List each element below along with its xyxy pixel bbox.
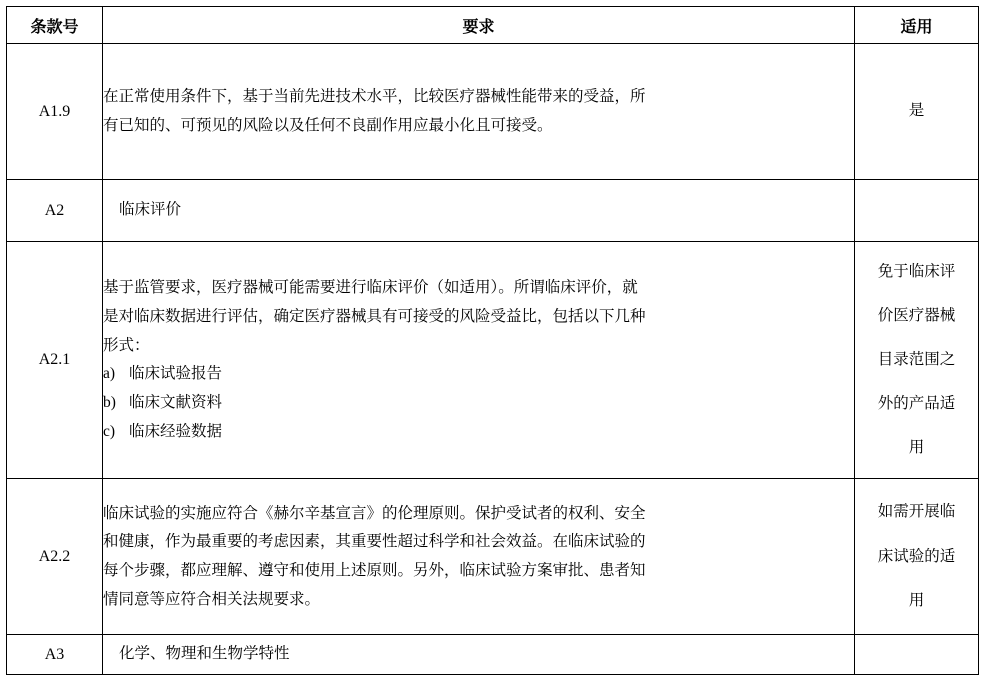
list-text: 临床文献资料: [129, 393, 223, 411]
applicability-value: [855, 635, 979, 675]
list-marker: b): [103, 393, 116, 411]
applicability-line: 目录范围之: [877, 350, 956, 368]
requirement-text: [103, 635, 855, 675]
applicability-value: [855, 479, 979, 635]
requirement-line: 每个步骤，都应理解、遵守和使用上述原则。另外，临床试验方案审批、患者知: [103, 561, 646, 579]
clause-number: A2.1: [7, 242, 103, 479]
table-row: [7, 180, 979, 242]
applicability-line: 价医疗器械: [877, 306, 956, 324]
requirement-line: 在正常使用条件下，基于当前先进技术水平，比较医疗器械性能带来的受益，所: [103, 87, 646, 105]
requirement-line: 临床试验的实施应符合《赫尔辛基宣言》的伦理原则。保护受试者的权利、安全: [103, 504, 646, 522]
requirement-line: 形式：: [103, 336, 150, 354]
requirement-line: 基于监管要求，医疗器械可能需要进行临床评价（如适用）。所谓临床评价，就: [103, 279, 638, 297]
list-text: 临床经验数据: [129, 422, 223, 440]
table-row: [7, 635, 979, 675]
requirement-line: 临床评价: [119, 201, 182, 219]
clause-number: A2.2: [7, 479, 103, 635]
table-row: [7, 242, 979, 479]
column-header-applicability: 适用: [855, 7, 979, 44]
clause-number: A3: [7, 635, 103, 675]
requirement-line: 是对临床数据进行评估，确定医疗器械具有可接受的风险受益比，包括以下几种: [103, 307, 646, 325]
list-marker: c): [103, 422, 116, 440]
applicability-line: 免于临床评: [877, 262, 956, 280]
table-row: [7, 479, 979, 635]
clause-number: A1.9: [7, 44, 103, 180]
column-header-requirement: 要求: [103, 7, 855, 44]
requirement-line: 情同意等应符合相关法规要求。: [103, 590, 321, 608]
table-body: [7, 44, 979, 675]
clause-number: A2: [7, 180, 103, 242]
applicability-line: 用: [908, 591, 925, 609]
requirements-table: [6, 6, 979, 675]
applicability-value: 是: [855, 44, 979, 180]
requirement-line: 和健康，作为最重要的考虑因素，其重要性超过科学和社会效益。在临床试验的: [103, 533, 646, 551]
applicability-line: 床试验的适: [877, 547, 956, 565]
requirement-text: [103, 180, 855, 242]
requirement-list-item: [103, 360, 854, 389]
list-marker: a): [103, 365, 116, 383]
column-header-clause: 条款号: [7, 7, 103, 44]
table-header-row: [7, 7, 979, 44]
applicability-line: 外的产品适: [877, 395, 956, 413]
table-row: [7, 44, 979, 180]
list-text: 临床试验报告: [129, 365, 223, 383]
requirement-text: [103, 242, 855, 479]
applicability-line: 用: [908, 439, 925, 457]
requirement-list-item: [103, 418, 854, 447]
requirement-text: [103, 44, 855, 180]
requirement-list-item: [103, 389, 854, 418]
requirement-text: [103, 479, 855, 635]
requirement-line: 化学、物理和生物学特性: [119, 645, 290, 663]
applicability-value: [855, 242, 979, 479]
applicability-value: [855, 180, 979, 242]
applicability-line: 如需开展临: [877, 503, 956, 521]
requirement-line: 有已知的、可预见的风险以及任何不良副作用应最小化且可接受。: [103, 116, 553, 134]
table-header: [7, 7, 979, 44]
